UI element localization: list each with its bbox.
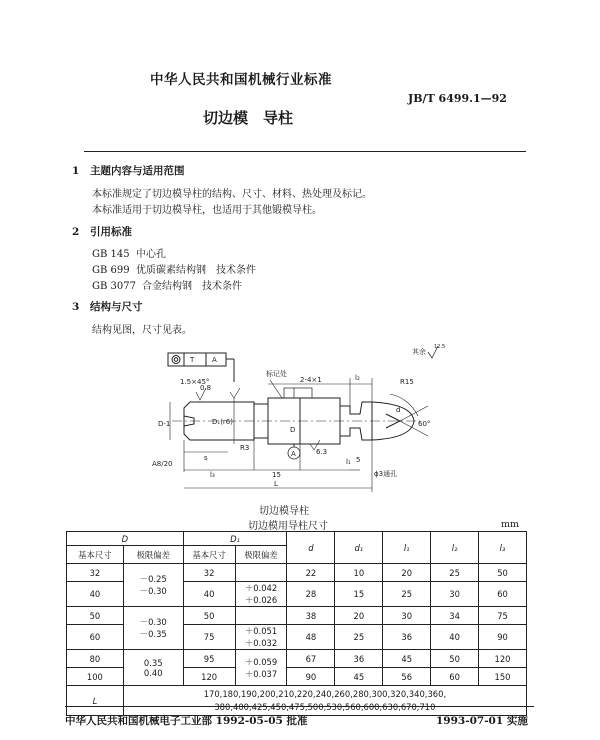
cell-l3: 50 xyxy=(479,564,527,582)
reference-name: 优质碳素结构钢 技术条件 xyxy=(136,265,256,276)
section-2-number: 2 xyxy=(72,226,80,238)
implementation-date: 1993-07-01 实施 xyxy=(436,715,528,727)
cell-l3: 60 xyxy=(479,582,527,607)
cell-D1: 40 xyxy=(183,582,235,607)
roughness-left-label: 0.8 xyxy=(200,384,212,392)
cell-d1: 20 xyxy=(335,607,383,625)
dimension-table xyxy=(66,531,527,716)
roughness-label: 6.3 xyxy=(316,448,328,456)
header-l2: l₂ xyxy=(431,532,479,564)
hole-label: ϕ3通孔 xyxy=(374,470,398,478)
L-label: L xyxy=(274,480,278,488)
header-d: d xyxy=(287,532,335,564)
tol-lower: ＋0.032 xyxy=(244,638,278,648)
cell-D1: 120 xyxy=(183,668,235,686)
guide-post-drawing xyxy=(150,340,450,498)
dim15-label: 15 xyxy=(272,471,281,479)
tol-upper: －0.25 xyxy=(139,574,167,584)
reference-code: GB 145 xyxy=(92,249,130,260)
tol-lower: ＋0.026 xyxy=(244,595,278,605)
cell-D: 50 xyxy=(67,607,124,625)
cell-l2: 60 xyxy=(431,668,479,686)
cell-d: 48 xyxy=(287,625,335,650)
table-header-row xyxy=(67,532,527,546)
cell-d1: 25 xyxy=(335,625,383,650)
tolerance-frame xyxy=(168,353,226,366)
l3-label: l₃ xyxy=(210,471,215,479)
D-tolerance-2 xyxy=(123,607,183,650)
cell-l1: 30 xyxy=(383,607,431,625)
rest-roughness: 12.5 xyxy=(434,344,446,350)
header-D: D xyxy=(67,532,184,546)
section-3-para-1: 结构见图，尺寸见表。 xyxy=(92,325,192,336)
cell-d1: 10 xyxy=(335,564,383,582)
L-values-line-1: 170,180,190,200,210,220,240,260,280,300,320,340,360, xyxy=(203,688,447,699)
tol-lower: －0.35 xyxy=(139,629,167,639)
angle-label: 60° xyxy=(418,420,431,428)
cell-l3: 75 xyxy=(479,607,527,625)
chamfer-label: 1.5×45° xyxy=(180,378,210,386)
reference-item xyxy=(92,261,256,276)
section-1-heading xyxy=(72,163,185,178)
reference-name: 中心孔 xyxy=(136,249,166,260)
cell-l2: 25 xyxy=(431,564,479,582)
cell-d: 90 xyxy=(287,668,335,686)
cell-l2: 30 xyxy=(431,582,479,607)
cell-D1: 95 xyxy=(183,650,235,668)
cell-l3: 150 xyxy=(479,668,527,686)
cell-D: 100 xyxy=(67,668,124,686)
cell-l3: 120 xyxy=(479,650,527,668)
document-title: 切边模 导柱 xyxy=(203,109,294,127)
tol-upper: ＋0.059 xyxy=(244,656,278,667)
cell-l3: 90 xyxy=(479,625,527,650)
D-tolerance-3 xyxy=(123,650,183,686)
dim5-label: 5 xyxy=(356,456,361,464)
header-basic: 基本尺寸 xyxy=(183,546,235,564)
cell-l1: 20 xyxy=(383,564,431,582)
dmin-label: D-1 xyxy=(158,420,171,428)
cell-l2: 40 xyxy=(431,625,479,650)
tol-upper: －0.30 xyxy=(139,617,167,627)
table-caption: 切边模用导柱尺寸 xyxy=(248,521,328,532)
cell-l2: 50 xyxy=(431,650,479,668)
datum-a-label: A xyxy=(291,450,296,458)
cell-empty xyxy=(235,607,287,625)
D1-tolerance-2 xyxy=(235,625,287,650)
cell-d1: 45 xyxy=(335,668,383,686)
cell-D1: 32 xyxy=(183,564,235,582)
D1-tolerance-1 xyxy=(235,582,287,607)
d-label: d xyxy=(396,406,401,414)
standard-number: JB/T 6499.1—92 xyxy=(408,92,507,105)
cell-l1: 36 xyxy=(383,625,431,650)
r3-label: R3 xyxy=(240,444,250,452)
tol-lower: 0.40 xyxy=(143,667,163,678)
table-row xyxy=(67,607,527,625)
section-2-heading xyxy=(72,224,132,239)
cell-d: 28 xyxy=(287,582,335,607)
D1-label: D₁(r6) xyxy=(212,418,233,426)
table-row-L xyxy=(67,686,527,716)
cell-D: 32 xyxy=(67,564,124,582)
cell-D: 40 xyxy=(67,582,124,607)
D1-tolerance-3 xyxy=(235,650,287,686)
tol-lower: －0.30 xyxy=(139,586,167,596)
cell-D: 80 xyxy=(67,650,124,668)
section-1-number: 1 xyxy=(72,165,80,177)
D-tolerance-1 xyxy=(123,564,183,607)
header-limit: 极限偏差 xyxy=(235,546,287,564)
tol-upper: 0.35 xyxy=(143,657,163,668)
section-1-para-2: 本标准适用于切边模导柱，也适用于其他锻模导柱。 xyxy=(92,205,322,216)
header-d1: d₁ xyxy=(335,532,383,564)
rest-label: 其余 xyxy=(412,348,426,356)
r15-label: R15 xyxy=(400,378,414,386)
cell-D1: 50 xyxy=(183,607,235,625)
groove-label: 2-4×1 xyxy=(300,376,322,384)
reference-item xyxy=(92,277,242,292)
section-1-para-1: 本标准规定了切边模导柱的结构、尺寸、材料、热处理及标记。 xyxy=(92,189,372,200)
reference-code: GB 3077 xyxy=(92,281,136,292)
cell-d1: 15 xyxy=(335,582,383,607)
tol-upper: ＋0.051 xyxy=(244,626,278,636)
D-label: D xyxy=(290,426,296,434)
cell-d: 38 xyxy=(287,607,335,625)
table-row xyxy=(67,650,527,668)
header-D1: D₁ xyxy=(183,532,287,546)
cell-l1: 25 xyxy=(383,582,431,607)
section-2-title: 引用标准 xyxy=(90,226,132,238)
center-hole-label: A8/20 xyxy=(152,460,173,468)
header-l1: l₁ xyxy=(383,532,431,564)
cell-l1: 45 xyxy=(383,650,431,668)
table-unit: mm xyxy=(501,519,520,530)
tolerance-symbol: T xyxy=(190,356,195,364)
cell-l2: 34 xyxy=(431,607,479,625)
mark-label: 标记处 xyxy=(266,370,287,378)
section-3-number: 3 xyxy=(72,301,80,313)
cell-d1: 36 xyxy=(335,650,383,668)
cell-d: 67 xyxy=(287,650,335,668)
s-label: s xyxy=(204,454,208,462)
tolerance-datum: A xyxy=(212,356,217,364)
section-3-heading xyxy=(72,299,143,314)
reference-name: 合金结构钢 技术条件 xyxy=(142,281,242,292)
header-l3: l₃ xyxy=(479,532,527,564)
cell-d: 22 xyxy=(287,564,335,582)
cell-empty xyxy=(235,564,287,582)
tol-upper: ＋0.042 xyxy=(244,583,278,593)
cell-L-values xyxy=(123,686,526,716)
section-3-title: 结构与尺寸 xyxy=(90,301,143,313)
header-divider xyxy=(84,151,526,152)
table-row xyxy=(67,564,527,582)
l1-label: l₁ xyxy=(346,458,351,466)
header-basic: 基本尺寸 xyxy=(67,546,124,564)
section-1-title: 主题内容与适用范围 xyxy=(90,165,185,177)
cell-L-label: L xyxy=(67,686,124,716)
L-values-line-2 xyxy=(124,701,526,714)
reference-code: GB 699 xyxy=(92,265,130,276)
footer-divider xyxy=(65,706,534,707)
cell-D: 60 xyxy=(67,625,124,650)
l2-label: l₂ xyxy=(355,374,360,382)
cell-l1: 56 xyxy=(383,668,431,686)
header-limit: 极限偏差 xyxy=(123,546,183,564)
reference-item xyxy=(92,245,166,260)
cell-D1: 75 xyxy=(183,625,235,650)
figure-caption: 切边模导柱 xyxy=(259,506,309,517)
approval-line: 中华人民共和国机械电子工业部 1992-05-05 批准 xyxy=(65,715,308,727)
tol-lower: ＋0.037 xyxy=(244,668,278,679)
issuing-organization: 中华人民共和国机械行业标准 xyxy=(150,72,332,88)
